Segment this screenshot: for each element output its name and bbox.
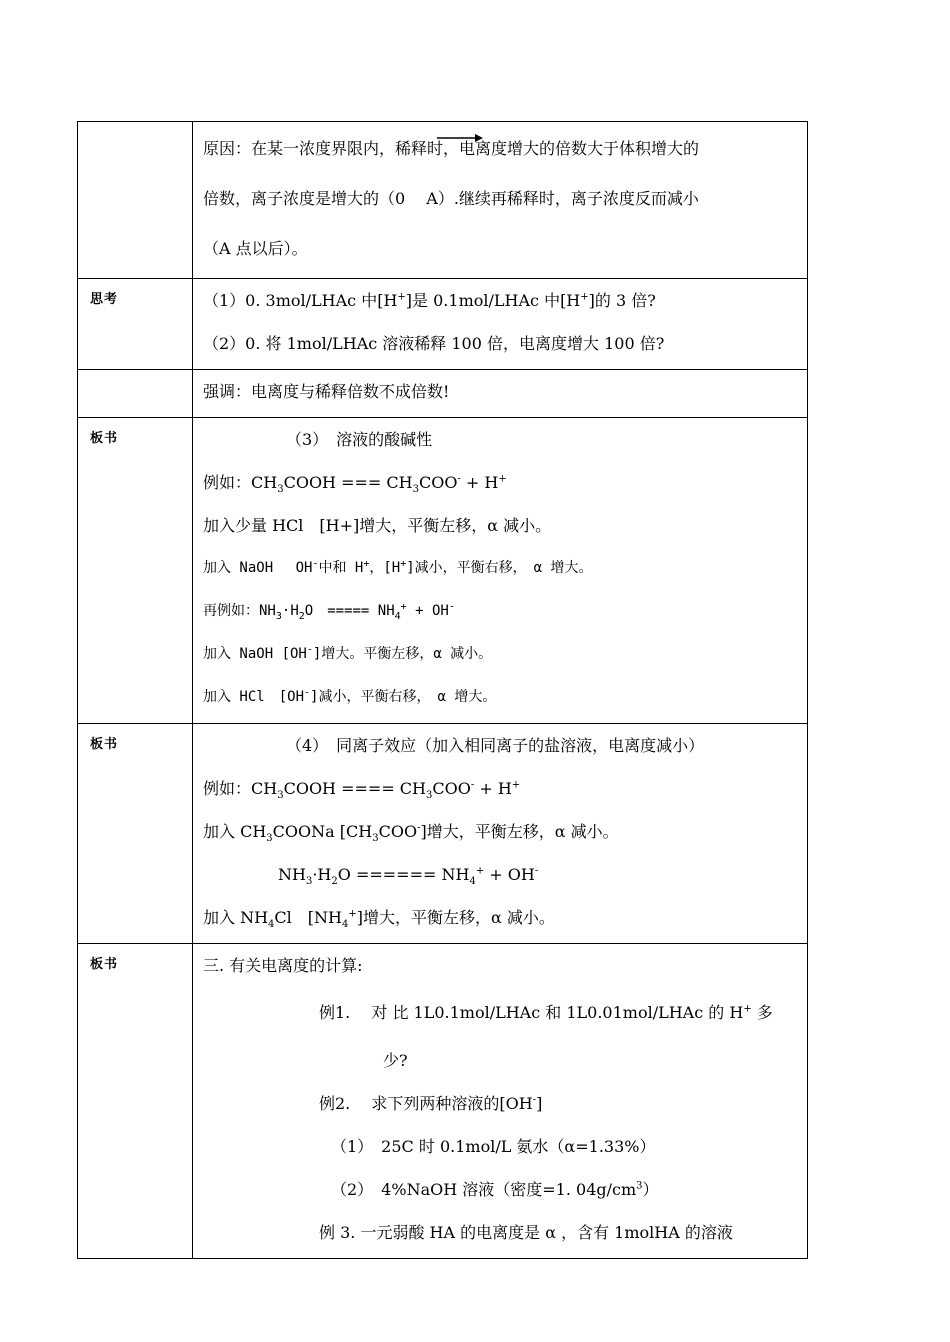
table-row [78,418,808,724]
table-row [78,279,808,370]
text-line: 例如：$CH_3COOH$ ==== $CH_3COO^- + H^+$ [203,779,521,802]
row-label: 板书 [90,737,119,752]
text-line: $NH_3\cdot H_2O$ ====== $NH_4^+ + OH^-$ [278,865,539,888]
row-content-cell [193,944,808,1259]
table-row [78,944,808,1259]
row-label-cell [78,370,193,418]
text-line [203,124,799,174]
text-line: 加入 NaOH OH-中和 H+，[H+]减小，平衡右移， α 增大。 [203,558,593,576]
text-line: （2） 4%NaOH 溶液（密度=1. $04g/cm^3$） [331,1180,659,1199]
row-content-cell [193,724,808,944]
table-row [78,724,808,944]
row-label-cell [78,279,193,370]
row-content-cell [193,418,808,724]
text-line: 例2. 求下列两种溶液的[OH-] [319,1094,543,1113]
text-line: （A 点以后）。 [203,239,308,258]
lesson-table [77,121,808,1259]
section-heading: （4） 同离子效应（加入相同离子的盐溶液，电离度减小） [286,736,705,755]
text-line: 加入 HCl [OH-]减小，平衡右移， α 增大。 [203,687,497,705]
row-label [78,370,192,379]
text-line: 强调：电离度与稀释倍数不成倍数! [203,382,450,401]
row-label-cell [78,944,193,1259]
row-label-cell [78,724,193,944]
row-label-cell [78,122,193,279]
table-row [78,122,808,279]
row-label [78,122,192,131]
row-label: 板书 [90,431,119,446]
table-row [78,370,808,418]
text-line: 例1. 对 比 1L0.1mol/LHAc 和 1L0.01mol/LHAc 的 H+ 多 [319,1003,773,1022]
text-line: （1）0. 3mol/LHAc 中[H+]是 0.1mol/LHAc 中[H+]的 3 倍? [203,291,656,310]
text-line: 加入 $CH_3COONa$ $[CH_3COO^-]$增大，平衡左移，α 减小。 [203,822,619,845]
row-content-cell [193,370,808,418]
text-line: 少? [383,1051,408,1070]
text-line: 加入 $NH_4Cl$ $[NH_4^+]$增大，平衡左移，α 减小。 [203,908,555,931]
row-content-cell [193,122,808,279]
section-heading: （3） 溶液的酸碱性 [286,430,433,449]
row-label: 板书 [90,957,119,972]
text-line: 例如：$CH_3COOH$ === $CH_3COO^- + H^+$ [203,473,507,496]
text-line: 加入 NaOH [OH-]增大。平衡左移，α 减小。 [203,644,493,662]
text-line: （1） 25C 时 0.1mol/L 氨水（α=1.33%） [331,1137,656,1156]
row-content-cell [193,279,808,370]
section-heading: 三. 有关电离度的计算: [203,956,363,975]
text-line: （2）0. 将 1mol/LHAc 溶液稀释 100 倍，电离度增大 100 倍? [203,334,665,353]
right-arrow-icon [437,133,483,143]
text-line: 再例如：$NH_3\cdot H_2O$ ===== $NH_4^+ + OH^-$ [203,601,455,622]
text-line: 倍数，离子浓度是增大的（0 A）.继续再稀释时，离子浓度反而减小 [203,189,699,208]
row-label: 思考 [90,292,119,307]
text-line: 加入少量 HCl [H+]增大，平衡左移，α 减小。 [203,516,552,535]
line-text: 原因：在某一浓度界限内，稀释时，电离度增大的倍数大于体积增大的 [203,139,700,158]
text-line: 例 3. 一元弱酸 HA 的电离度是 α ，含有 1molHA 的溶液 [319,1223,733,1242]
row-label-cell [78,418,193,724]
